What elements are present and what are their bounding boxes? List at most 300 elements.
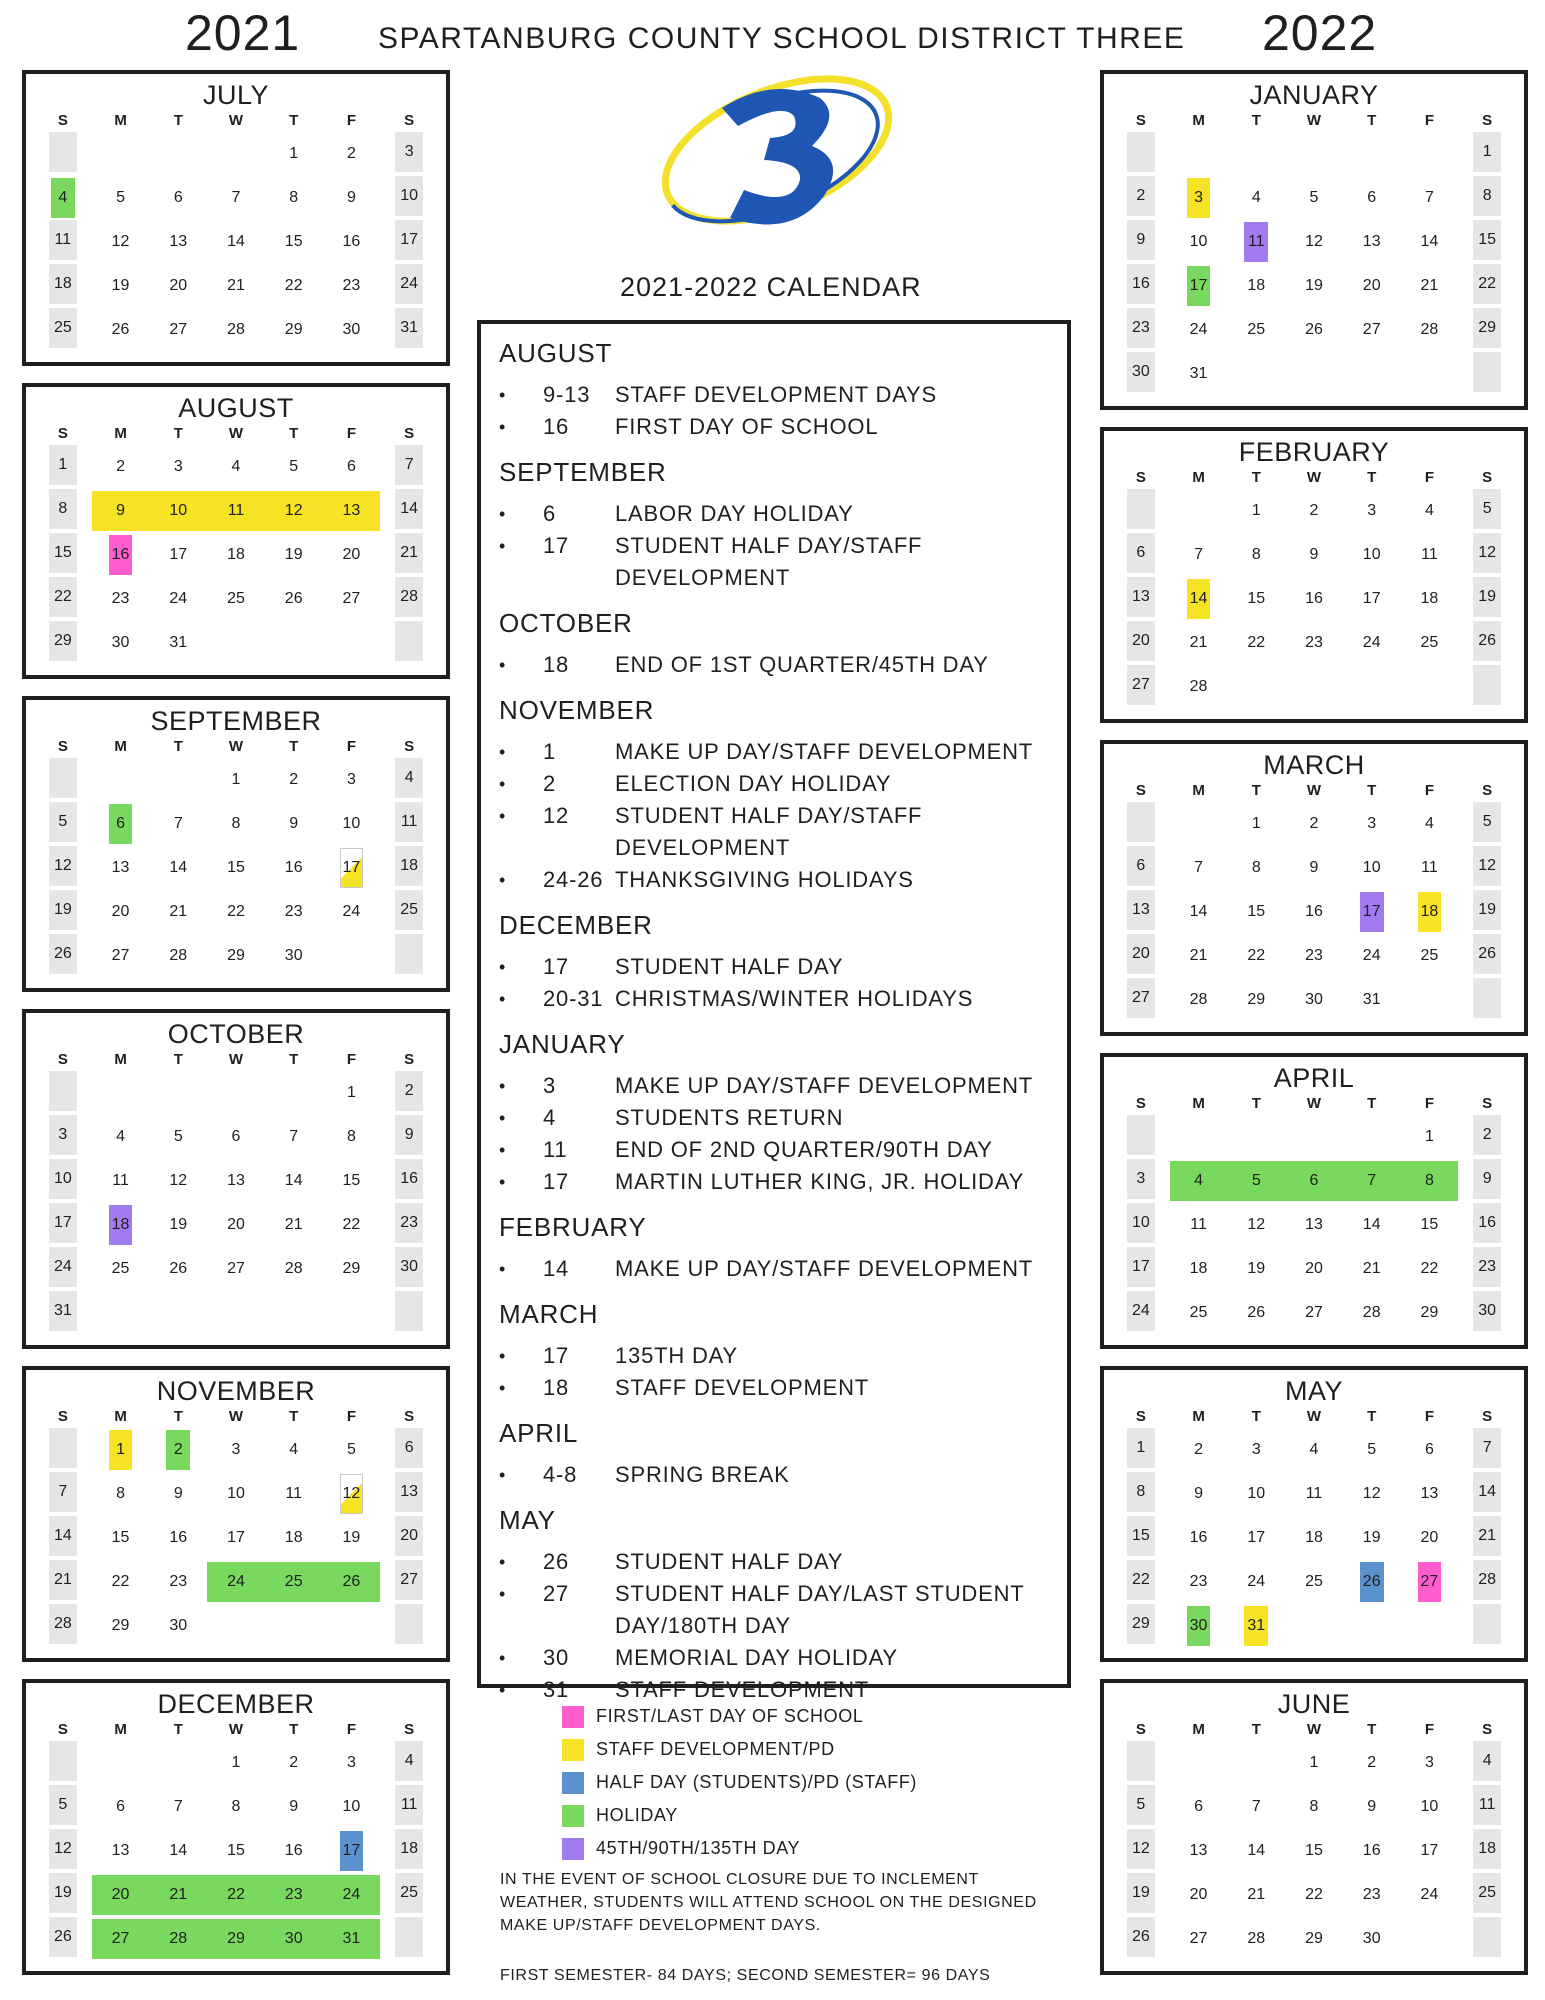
event-description: END OF 2ND QUARTER/90TH DAY	[615, 1137, 993, 1162]
day-cell: 24	[1362, 947, 1381, 964]
empty-day-cell	[395, 934, 423, 974]
day-cell: 13	[395, 1472, 423, 1512]
day-cell: 6	[1367, 189, 1377, 206]
week-row	[1112, 1115, 1516, 1159]
day-cell: 28	[1189, 678, 1208, 695]
month-title: MAY	[1284, 1376, 1343, 1406]
event-description: STUDENTS RETURN	[615, 1105, 844, 1130]
day-cell: 29	[1473, 308, 1501, 348]
empty-day-cell	[1173, 1117, 1225, 1157]
day-cell: 23	[1362, 1886, 1381, 1903]
weekday-label: F	[1424, 1095, 1434, 1112]
event-item	[499, 379, 1053, 411]
weekday-label: W	[228, 1721, 244, 1738]
day-cell: 30	[284, 947, 303, 964]
event-month-heading: SEPTEMBER	[499, 457, 667, 487]
day-cell: 1	[49, 445, 77, 485]
weekday-label: F	[346, 1051, 356, 1068]
day-cell: 15	[1305, 1842, 1323, 1859]
day-cell: 13	[1127, 890, 1155, 930]
day-cell: 28	[227, 321, 245, 338]
weekday-label: T	[1367, 1095, 1377, 1112]
day-cell: 1	[109, 1430, 133, 1470]
day-cell: 26	[1247, 1304, 1266, 1321]
day-cell: 17	[169, 546, 188, 563]
day-cell: 7	[173, 815, 183, 832]
weekday-header	[1112, 1093, 1516, 1115]
day-cell: 11	[49, 220, 77, 260]
day-cell: 20	[111, 903, 130, 920]
weekday-label: T	[1367, 782, 1377, 799]
event-description: STUDENT HALF DAY/STAFF DEVELOPMENT	[615, 533, 923, 590]
day-cell: 19	[1473, 577, 1501, 617]
weekday-label: W	[228, 112, 244, 129]
weekday-label: M	[1192, 1721, 1205, 1738]
inclement-weather-note: IN THE EVENT OF SCHOOL CLOSURE DUE TO INCLEMENT WEATHER, STUDENTS WILL ATTEND SCHOOL ON THE DESIGNED MAKE UP/STAFF DEVELOPMENT DAYS.	[500, 1871, 1037, 1934]
empty-day-cell	[95, 1743, 147, 1783]
week-row	[34, 1604, 438, 1648]
weekday-label: T	[289, 1408, 299, 1425]
event-item	[499, 1546, 1053, 1578]
event-item	[499, 864, 1053, 896]
event-description: END OF 1ST QUARTER/45TH DAY	[615, 652, 989, 677]
day-cell: 22	[284, 277, 303, 294]
day-cell: 10	[395, 176, 423, 216]
week-row	[1112, 665, 1516, 709]
day-cell: 26	[1127, 1917, 1155, 1957]
day-cell: 10	[1127, 1203, 1155, 1243]
weekday-label: T	[1251, 112, 1261, 129]
day-cell: 6	[109, 804, 133, 844]
empty-day-cell	[210, 1073, 262, 1113]
day-cell: 27	[1189, 1930, 1208, 1947]
day-cell: 7	[1343, 1161, 1401, 1201]
event-date: 4-8	[543, 1462, 578, 1487]
event-date: 18	[543, 1375, 570, 1400]
day-cell: 26	[169, 1260, 188, 1277]
day-cell: 18	[395, 1829, 423, 1869]
day-cell: 14	[169, 859, 188, 876]
month-may	[1100, 1366, 1528, 1662]
day-cell: 10	[1362, 546, 1381, 563]
day-cell: 26	[284, 590, 303, 607]
weekday-label: T	[1367, 1408, 1377, 1425]
day-cell: 9	[1127, 220, 1155, 260]
event-description: FIRST DAY OF SCHOOL	[615, 414, 879, 439]
day-cell: 30	[342, 321, 361, 338]
day-cell: 19	[111, 277, 130, 294]
bullet-icon: •	[499, 870, 507, 890]
weekday-label: W	[1306, 1408, 1322, 1425]
weekday-label: W	[228, 1051, 244, 1068]
day-cell: 13	[169, 233, 188, 250]
empty-day-cell	[1173, 804, 1225, 844]
empty-day-cell	[1288, 354, 1340, 394]
day-cell: 14	[1189, 903, 1208, 920]
day-cell: 19	[284, 546, 303, 563]
weekday-label: T	[173, 1051, 183, 1068]
week-row	[34, 132, 438, 176]
month-title: OCTOBER	[167, 1019, 305, 1049]
day-cell: 8	[49, 489, 77, 529]
legend-swatch	[562, 1772, 584, 1794]
day-cell: 15	[49, 533, 77, 573]
weekday-label: F	[1424, 782, 1434, 799]
day-cell: 15	[1473, 220, 1501, 260]
weekday-label: M	[1192, 1095, 1205, 1112]
month-title: AUGUST	[178, 393, 294, 423]
day-cell: 30	[1362, 1930, 1381, 1947]
weekday-label: T	[1251, 1095, 1261, 1112]
bullet-icon: •	[499, 504, 507, 524]
day-cell: 29	[1127, 1604, 1155, 1644]
calendars-2022	[1100, 70, 1528, 1975]
day-cell: 2	[1309, 815, 1319, 832]
day-cell: 18	[1420, 590, 1439, 607]
day-cell: 14	[49, 1516, 77, 1556]
bullet-icon: •	[499, 1552, 507, 1572]
day-cell: 17	[1247, 1529, 1266, 1546]
legend-item	[562, 1766, 917, 1799]
day-cell: 2	[1473, 1115, 1501, 1155]
week-row	[1112, 1203, 1516, 1247]
day-cell: 24	[1247, 1573, 1266, 1590]
day-cell: 19	[1127, 1873, 1155, 1913]
weekday-header	[34, 423, 438, 445]
day-cell: 24	[1420, 1886, 1439, 1903]
day-cell: 16	[1189, 1529, 1208, 1546]
weekday-label: T	[289, 112, 299, 129]
day-cell: 28	[49, 1604, 77, 1644]
event-month-heading: MARCH	[499, 1299, 599, 1329]
day-cell: 2	[1367, 1754, 1377, 1771]
event-date: 9-13	[543, 382, 591, 407]
day-cell: 10	[342, 815, 361, 832]
day-cell: 13	[111, 1842, 130, 1859]
event-date: 31	[543, 1677, 570, 1702]
day-cell: 26	[323, 1562, 381, 1602]
day-cell: 25	[1305, 1573, 1323, 1590]
weekday-label: T	[173, 112, 183, 129]
day-cell: 10	[227, 1485, 245, 1502]
week-row	[34, 1917, 438, 1961]
week-row	[1112, 264, 1516, 308]
day-cell: 4	[116, 1128, 126, 1145]
weekday-label: S	[57, 112, 68, 129]
day-cell: 12	[49, 1829, 77, 1869]
week-row	[1112, 577, 1516, 621]
day-cell: 29	[227, 947, 245, 964]
day-cell: 7	[1194, 859, 1204, 876]
week-row	[1112, 308, 1516, 352]
week-row	[34, 1203, 438, 1247]
weekday-label: F	[346, 1721, 356, 1738]
weekday-label: S	[1135, 469, 1146, 486]
empty-day-cell	[1404, 1606, 1456, 1646]
empty-day-cell	[152, 134, 204, 174]
day-cell: 21	[1247, 1886, 1266, 1903]
month-july	[22, 70, 450, 366]
event-item	[499, 1253, 1053, 1285]
weekday-header	[1112, 780, 1516, 802]
day-cell: 8	[231, 815, 241, 832]
event-date: 17	[543, 954, 570, 979]
day-cell: 3	[1251, 1441, 1261, 1458]
empty-day-cell	[1346, 134, 1398, 174]
day-cell: 15	[1127, 1516, 1155, 1556]
day-cell: 1	[1309, 1754, 1319, 1771]
event-month-heading: AUGUST	[499, 338, 613, 368]
event-date: 14	[543, 1256, 570, 1281]
day-cell: 1	[1251, 502, 1261, 519]
day-cell: 18	[284, 1529, 303, 1546]
day-cell: 15	[1420, 1216, 1439, 1233]
day-cell: 9	[1309, 859, 1319, 876]
day-cell: 21	[227, 277, 245, 294]
day-cell: 23	[395, 1203, 423, 1243]
day-cell: 29	[111, 1617, 130, 1634]
event-date: 30	[543, 1645, 570, 1670]
event-month-heading: OCTOBER	[499, 608, 633, 638]
event-month-heading: FEBRUARY	[499, 1212, 647, 1242]
week-row	[34, 1115, 438, 1159]
empty-day-cell	[1127, 802, 1155, 842]
day-cell: 11	[1421, 546, 1438, 563]
day-cell: 10	[1420, 1798, 1439, 1815]
day-cell: 23	[1189, 1573, 1208, 1590]
day-cell: 11	[1473, 1785, 1501, 1825]
bullet-icon: •	[499, 989, 507, 1009]
weekday-label: M	[114, 1051, 127, 1068]
bullet-icon: •	[499, 742, 507, 762]
day-cell: 2	[116, 458, 126, 475]
day-cell: 29	[49, 621, 77, 661]
weekday-label: M	[114, 112, 127, 129]
day-cell: 26	[49, 934, 77, 974]
bullet-icon: •	[499, 655, 507, 675]
day-cell: 1	[231, 1754, 241, 1771]
event-date: 17	[543, 533, 570, 558]
day-cell: 17	[1360, 892, 1384, 932]
day-cell: 20	[169, 277, 188, 294]
day-cell: 31	[169, 634, 188, 651]
day-cell: 28	[149, 1919, 207, 1959]
weekday-label: S	[1135, 112, 1146, 129]
week-row	[1112, 1159, 1516, 1203]
week-row	[1112, 1472, 1516, 1516]
empty-day-cell	[395, 1604, 423, 1644]
month-june	[1100, 1679, 1528, 1975]
day-cell: 17	[1127, 1247, 1155, 1287]
empty-day-cell	[1127, 489, 1155, 529]
legend-swatch	[562, 1739, 584, 1761]
legend-swatch	[562, 1838, 584, 1860]
event-item	[499, 1166, 1053, 1198]
month-title: SEPTEMBER	[150, 706, 322, 736]
day-cell: 20	[1127, 934, 1155, 974]
day-cell: 4	[231, 458, 241, 475]
empty-day-cell	[268, 1073, 320, 1113]
day-cell: 27	[169, 321, 188, 338]
bullet-icon: •	[499, 1378, 507, 1398]
day-cell: 9	[1473, 1159, 1501, 1199]
event-month-heading: NOVEMBER	[499, 695, 655, 725]
day-cell: 30	[1305, 991, 1323, 1008]
day-cell: 18	[1473, 1829, 1501, 1869]
day-cell: 30	[1473, 1291, 1501, 1331]
day-cell: 4	[395, 1741, 423, 1781]
day-cell: 27	[342, 590, 361, 607]
day-cell: 23	[1305, 634, 1323, 651]
empty-day-cell	[1346, 1117, 1398, 1157]
day-cell: 8	[1309, 1798, 1319, 1815]
day-cell: 20	[1189, 1886, 1208, 1903]
weekday-label: S	[57, 1051, 68, 1068]
day-cell: 7	[1473, 1428, 1501, 1468]
legend-swatch	[562, 1805, 584, 1827]
event-date: 17	[543, 1343, 570, 1368]
weekday-label: W	[1306, 112, 1322, 129]
day-cell: 28	[1473, 1560, 1501, 1600]
day-cell: 22	[49, 577, 77, 617]
day-cell: 27	[1305, 1304, 1323, 1321]
day-cell: 19	[49, 890, 77, 930]
weekday-header	[1112, 1406, 1516, 1428]
day-cell: 29	[1305, 1930, 1323, 1947]
empty-day-cell	[152, 1293, 204, 1333]
week-row	[34, 1560, 438, 1604]
event-description: MAKE UP DAY/STAFF DEVELOPMENT	[615, 1073, 1034, 1098]
day-cell: 27	[111, 947, 130, 964]
semester-days-note: FIRST SEMESTER- 84 DAYS; SECOND SEMESTER= 96 DAYS	[500, 1967, 991, 1984]
day-cell: 23	[284, 903, 303, 920]
weekday-header	[1112, 110, 1516, 132]
weekday-label: F	[1424, 1721, 1434, 1738]
day-cell: 6	[346, 458, 356, 475]
day-cell: 31	[1362, 991, 1381, 1008]
day-cell: 9	[92, 491, 150, 531]
week-row	[34, 220, 438, 264]
week-row	[34, 1873, 438, 1917]
week-row	[34, 264, 438, 308]
day-cell: 19	[342, 1529, 361, 1546]
day-cell: 14	[395, 489, 423, 529]
day-cell: 8	[1473, 176, 1501, 216]
weekday-label: S	[1482, 1408, 1493, 1425]
day-cell: 14	[1187, 579, 1211, 619]
day-cell: 23	[1305, 947, 1323, 964]
day-cell: 15	[111, 1529, 130, 1546]
week-row	[1112, 934, 1516, 978]
event-date: 12	[543, 803, 570, 828]
day-cell: 1	[231, 771, 241, 788]
week-row	[1112, 1917, 1516, 1961]
weekday-label: T	[289, 425, 299, 442]
legend-label: HALF DAY (STUDENTS)/PD (STAFF)	[596, 1772, 918, 1792]
weekday-label: T	[289, 738, 299, 755]
day-cell: 20	[1305, 1260, 1323, 1277]
month-april	[1100, 1053, 1528, 1349]
day-cell: 24	[169, 590, 188, 607]
weekday-label: T	[173, 1408, 183, 1425]
empty-day-cell	[395, 1291, 423, 1331]
day-cell: 25	[1247, 321, 1266, 338]
day-cell: 22	[1420, 1260, 1439, 1277]
day-cell: 4	[395, 758, 423, 798]
event-item	[499, 1070, 1053, 1102]
week-row	[34, 890, 438, 934]
day-cell: 8	[1401, 1161, 1459, 1201]
empty-day-cell	[95, 1073, 147, 1113]
empty-day-cell	[49, 1071, 77, 1111]
day-cell: 2	[166, 1430, 190, 1470]
day-cell: 3	[1367, 815, 1377, 832]
day-cell: 11	[112, 1172, 129, 1189]
day-cell: 22	[1247, 947, 1266, 964]
day-cell: 12	[169, 1172, 188, 1189]
month-title: JUNE	[1277, 1689, 1351, 1719]
day-cell: 27	[1418, 1562, 1442, 1602]
day-cell: 25	[1420, 947, 1439, 964]
day-cell: 31	[395, 308, 423, 348]
empty-day-cell	[1230, 1117, 1282, 1157]
week-row	[1112, 1247, 1516, 1291]
week-row	[1112, 1873, 1516, 1917]
weekday-label: S	[404, 1721, 415, 1738]
weekday-label: T	[1251, 469, 1261, 486]
event-item	[499, 951, 1053, 983]
day-cell: 8	[346, 1128, 356, 1145]
weekday-label: F	[346, 1408, 356, 1425]
event-description: MAKE UP DAY/STAFF DEVELOPMENT	[615, 739, 1034, 764]
day-cell: 17	[395, 220, 423, 260]
empty-day-cell	[49, 1428, 77, 1468]
day-cell: 11	[1244, 222, 1268, 262]
event-date: 4	[543, 1105, 557, 1130]
day-cell: 7	[49, 1472, 77, 1512]
week-row	[1112, 1428, 1516, 1472]
day-cell: 14	[1362, 1216, 1381, 1233]
weekday-label: S	[1482, 1721, 1493, 1738]
day-cell: 25	[49, 308, 77, 348]
day-cell: 26	[1305, 321, 1323, 338]
week-row	[34, 846, 438, 890]
event-item	[499, 1102, 1053, 1134]
day-cell: 14	[1247, 1842, 1266, 1859]
week-row	[1112, 802, 1516, 846]
empty-day-cell	[95, 1293, 147, 1333]
day-cell: 19	[1362, 1529, 1381, 1546]
empty-day-cell	[326, 936, 378, 976]
day-cell: 9	[289, 1798, 299, 1815]
day-cell: 14	[1473, 1472, 1501, 1512]
day-cell: 13	[1362, 233, 1381, 250]
day-cell: 29	[207, 1919, 265, 1959]
month-title: DECEMBER	[157, 1689, 315, 1719]
day-cell: 18	[109, 1205, 133, 1245]
day-cell: 16	[1362, 1842, 1381, 1859]
weekday-label: T	[173, 1721, 183, 1738]
weekday-label: S	[57, 1408, 68, 1425]
month-title: JANUARY	[1249, 80, 1379, 110]
day-cell: 14	[227, 233, 245, 250]
day-cell: 24	[1127, 1291, 1155, 1331]
event-date: 24-26	[543, 867, 604, 892]
day-cell: 17	[49, 1203, 77, 1243]
week-row	[34, 1785, 438, 1829]
day-cell: 19	[169, 1216, 188, 1233]
month-september	[22, 696, 450, 992]
